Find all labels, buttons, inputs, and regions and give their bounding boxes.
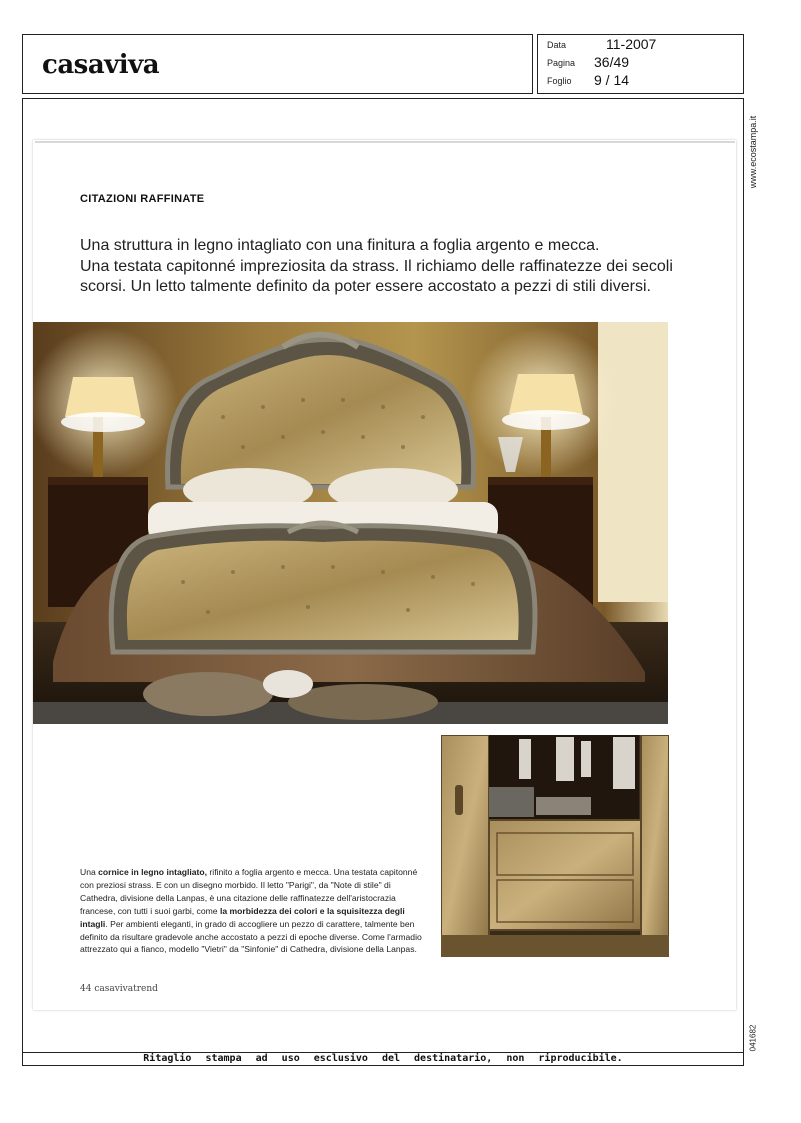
sheet-label: Foglio xyxy=(547,76,572,86)
lead-line: Una testata capitonné impreziosita da strass. Il richiamo delle raffinatezze dei secoli xyxy=(80,257,673,275)
lead-paragraph xyxy=(80,236,690,298)
page-label: Pagina xyxy=(547,58,576,68)
bedroom-photo xyxy=(33,322,668,724)
caption-bold: cornice in legno intagliato, xyxy=(98,867,208,877)
caption-text: rifinito a foglia argento e mecca. Una testata capitonné con preziosi strass. E con un disegno morbido. Il letto "Parigi", da "Note di stile" di Cathedra, divisione della Lanpas, è una citazione delle raffinatezze dell'aristocrazia francese, con tutti i suoi garbi, come xyxy=(80,867,418,916)
sheet-value: 9 / 14 xyxy=(594,72,630,88)
caption-text: Una xyxy=(80,867,99,877)
page-value: 36/49 xyxy=(594,54,630,70)
date-value: 11-2007 xyxy=(606,36,657,52)
caption-text: . Per ambienti eleganti, in grado di accogliere un pezzo di carattere, talmente ben definito da risultare gradevole anche accostato a pezzi di epoche diverse. Come l'armadio attrezzato qui a fianco, modello "Vietri" da "Sinfonie" di Cathedra, divisione della Lanpas. xyxy=(80,918,422,955)
clipping-code: 041682 xyxy=(748,1024,758,1052)
lead-line: Una struttura in legno intagliato con una finitura a foglia argento e mecca. xyxy=(80,237,600,254)
lead-line: scorsi. Un letto talmente definito da poter essere accostato a pezzi di stili diversi. xyxy=(80,278,651,295)
page-folio: 44 casavivatrend xyxy=(80,984,158,994)
section-title: CITAZIONI RAFFINATE xyxy=(80,193,205,205)
photo-caption xyxy=(80,866,430,956)
copyright-notice: Ritaglio stampa ad uso esclusivo del destinatario, non riproducibile. xyxy=(143,1053,623,1064)
caption-bold: la morbidezza dei colori e la squisitezza degli intagli xyxy=(80,905,405,929)
source-url: www.ecostampa.it xyxy=(748,115,758,189)
date-label: Data xyxy=(547,40,567,50)
wardrobe-photo xyxy=(441,735,669,957)
publication-logo: casaviva xyxy=(42,50,160,80)
page-edge xyxy=(35,141,735,143)
